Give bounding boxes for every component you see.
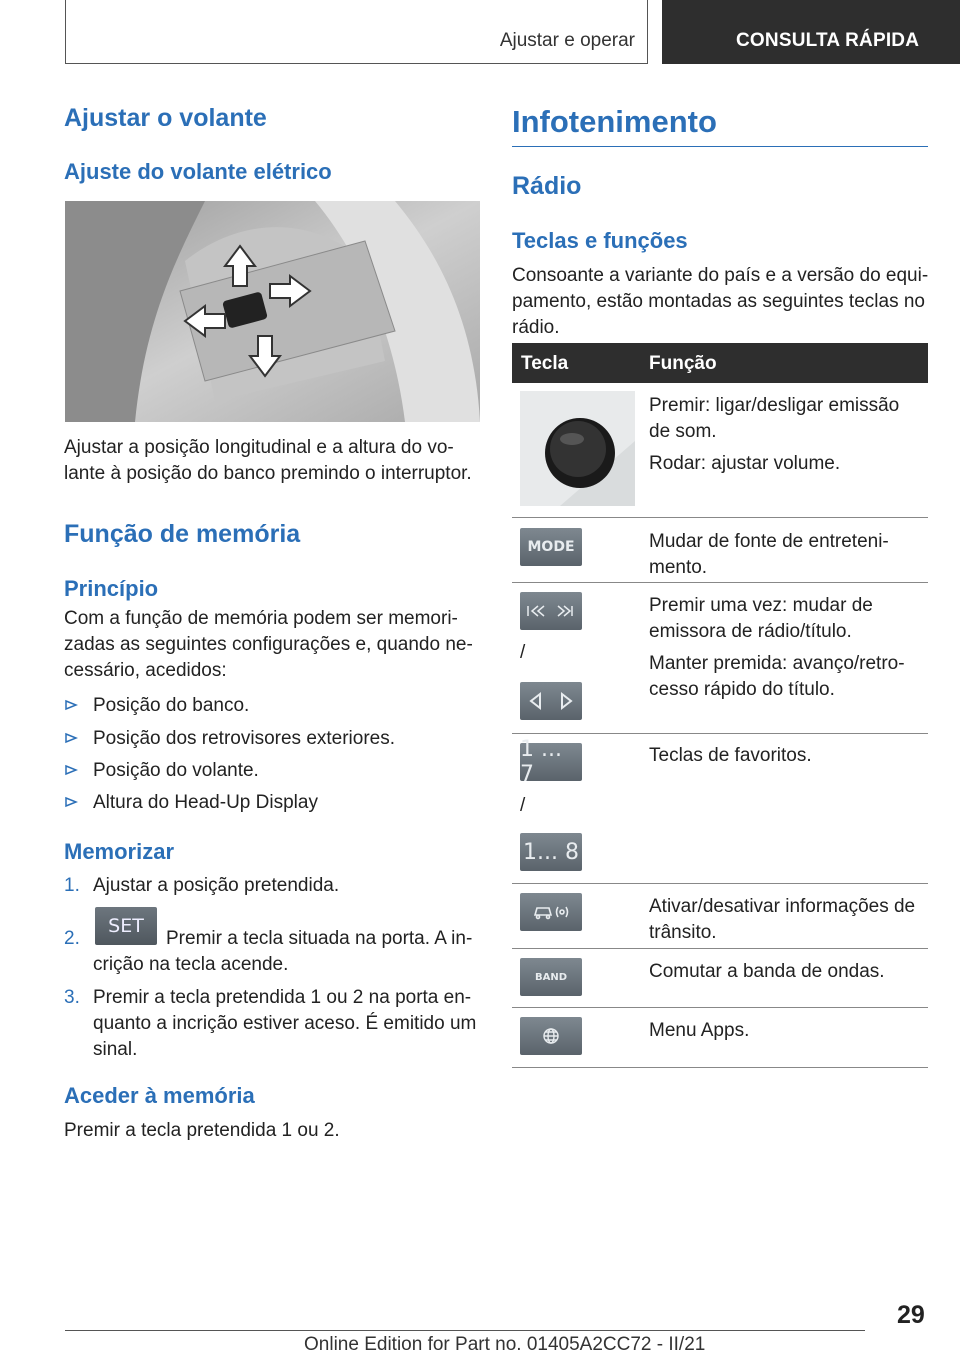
row-function-text: Mudar de fonte de entreteni- <box>649 531 889 552</box>
row-function-text: Manter premida: avanço/retro- <box>649 653 905 674</box>
volume-knob-image <box>520 391 635 506</box>
heading-underline <box>512 146 928 147</box>
traffic-info-icon <box>520 893 582 931</box>
heading-access-memory: Aceder à memória <box>64 1083 255 1108</box>
step-text: crição na tecla acende. <box>93 954 289 975</box>
set-key-image: SET <box>95 907 157 945</box>
prev-next-arrow-icon <box>520 682 582 720</box>
row-function-text: Premir: ligar/desligar emissão <box>649 395 900 416</box>
table-row-divider <box>512 517 928 518</box>
table-row-divider <box>512 1007 928 1008</box>
table-header-key: Tecla <box>521 353 569 374</box>
seek-keys-image <box>520 682 582 720</box>
bullet-item: Posição do banco. <box>93 695 250 716</box>
row-function-text: emissora de rádio/título. <box>649 621 852 642</box>
table-row-divider <box>512 883 928 884</box>
header-tab-label: CONSULTA RÁPIDA <box>736 30 920 51</box>
header-section-title: Ajustar e operar <box>499 30 635 51</box>
step-number: 3. <box>64 987 80 1008</box>
traffic-key-image <box>520 893 582 931</box>
step-number: 1. <box>64 875 80 896</box>
skip-back-forward-icon <box>520 592 582 630</box>
footer-edition: Online Edition for Part no. 01405A2CC72 - II/21 <box>304 1334 706 1355</box>
principle-line2: zadas as seguintes configurações e, quando ne- <box>64 634 473 655</box>
globe-icon <box>520 1017 582 1055</box>
mode-key-image: MODE <box>520 528 582 566</box>
heading-memory-function: Função de memória <box>64 520 301 548</box>
heading-electric-wheel: Ajuste do volante elétrico <box>64 159 332 184</box>
row-function-text: Ativar/desativar informações de <box>649 896 916 917</box>
row-function-text: trânsito. <box>649 922 717 943</box>
heading-steering-wheel: Ajustar o volante <box>64 104 267 132</box>
row-key-separator: / <box>520 795 526 816</box>
table-row-divider <box>512 582 928 583</box>
wheel-caption-line2: lante à posição do banco premindo o interruptor. <box>64 463 472 484</box>
table-row-divider <box>512 948 928 949</box>
header-tab[interactable] <box>662 0 960 64</box>
bullet-arrow-icon <box>64 763 78 777</box>
access-text: Premir a tecla pretendida 1 ou 2. <box>64 1120 340 1141</box>
row-function-text: Comutar a banda de ondas. <box>649 961 885 982</box>
bullet-arrow-icon <box>64 795 78 809</box>
skip-keys-image <box>520 592 582 630</box>
band-key-image: BAND <box>520 958 582 996</box>
bullet-arrow-icon <box>64 731 78 745</box>
row-function-text: Teclas de favoritos. <box>649 745 812 766</box>
intro-line1: Consoante a variante do país e a versão do equi- <box>512 265 929 286</box>
steering-column-image <box>65 201 480 422</box>
heading-infotainment: Infotenimento <box>512 104 717 139</box>
bullet-item: Posição dos retrovisores exteriores. <box>93 728 396 749</box>
wheel-caption-line1: Ajustar a posição longitudinal e a altura do vo- <box>64 437 454 458</box>
favorites-key-8-image: 1... 8 <box>520 833 582 871</box>
apps-key-image <box>520 1017 582 1055</box>
step-text: sinal. <box>93 1039 138 1060</box>
row-function-text: de som. <box>649 421 717 442</box>
table-row-divider <box>512 1067 928 1068</box>
step-text: Ajustar a posição pretendida. <box>93 875 340 896</box>
principle-line1: Com a função de memória podem ser memori- <box>64 608 458 629</box>
heading-memorize: Memorizar <box>64 839 175 864</box>
row-key-separator: / <box>520 642 526 663</box>
step-text: Premir a tecla pretendida 1 ou 2 na porta en- <box>93 987 472 1008</box>
table-header-function: Função <box>649 353 717 374</box>
row-function-text: mento. <box>649 557 708 578</box>
intro-line2: pamento, estão montadas as seguintes teclas no <box>512 291 925 312</box>
row-function-text: Menu Apps. <box>649 1020 750 1041</box>
row-function-text: Premir uma vez: mudar de <box>649 595 873 616</box>
row-function-text: cesso rápido do título. <box>649 679 835 700</box>
step-text: quanto a incrição estiver aceso. É emitido um <box>93 1013 477 1034</box>
heading-principle: Princípio <box>64 576 159 601</box>
step-text: Premir a tecla situada na porta. A in- <box>166 928 473 949</box>
favorites-key-7-image: 1 ... 7 <box>520 743 582 781</box>
page-number: 29 <box>897 1301 925 1329</box>
bullet-item: Altura do Head-Up Display <box>93 792 318 813</box>
row-function-text: Rodar: ajustar volume. <box>649 453 841 474</box>
bullet-item: Posição do volante. <box>93 760 259 781</box>
principle-line3: cessário, acedidos: <box>64 660 227 681</box>
bullet-arrow-icon <box>64 698 78 712</box>
heading-keys-functions: Teclas e funções <box>512 228 688 253</box>
intro-line3: rádio. <box>512 317 560 338</box>
table-row-divider <box>512 733 928 734</box>
footer-rule <box>65 1330 865 1331</box>
table-header <box>512 343 928 383</box>
step-number: 2. <box>64 928 80 949</box>
heading-radio: Rádio <box>512 172 582 200</box>
